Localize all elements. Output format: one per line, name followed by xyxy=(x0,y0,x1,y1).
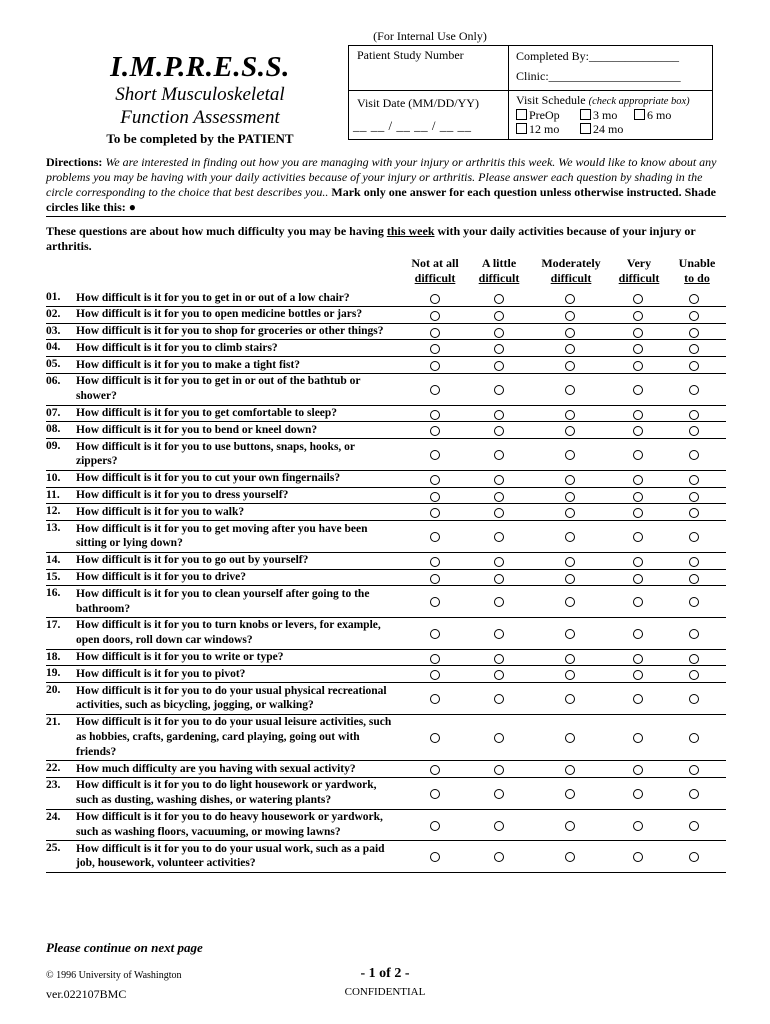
answer-radio[interactable] xyxy=(633,328,643,338)
answer-radio[interactable] xyxy=(689,852,699,862)
answer-radio[interactable] xyxy=(494,361,504,371)
visit-option-12mo[interactable]: 12 mo xyxy=(516,122,559,137)
checkbox[interactable] xyxy=(580,109,591,120)
divider xyxy=(349,90,712,91)
answer-radio[interactable] xyxy=(565,311,575,321)
question-number: 01. xyxy=(46,291,61,303)
question-text: How difficult is it for you to walk? xyxy=(76,505,245,518)
table-row xyxy=(46,666,726,683)
form-acronym: I.M.P.R.E.S.S. xyxy=(110,51,290,83)
admin-box xyxy=(348,45,713,140)
answer-radio[interactable] xyxy=(633,654,643,664)
answer-radio[interactable] xyxy=(689,361,699,371)
question-text: How difficult is it for you to get in or out of a low chair? xyxy=(76,291,350,304)
answer-radio[interactable] xyxy=(565,450,575,460)
answer-radio[interactable] xyxy=(494,532,504,542)
answer-radio[interactable] xyxy=(565,508,575,518)
answer-radio[interactable] xyxy=(430,410,440,420)
answer-radio[interactable] xyxy=(565,344,575,354)
question-text: How difficult is it for you to make a tight fist? xyxy=(76,358,301,371)
question-text: How difficult is it for you to drive? xyxy=(76,571,247,584)
table-row xyxy=(46,290,726,307)
column-header-a-little: A little difficult xyxy=(478,256,520,285)
answer-radio[interactable] xyxy=(633,597,643,607)
question-text: How difficult is it for you to do your usual leisure activities, such as hobbies, crafts, gardening, card playing, going out with friends? xyxy=(76,716,392,758)
answer-radio[interactable] xyxy=(430,597,440,607)
answer-radio[interactable] xyxy=(633,557,643,567)
table-row xyxy=(46,374,726,406)
answer-radio[interactable] xyxy=(565,733,575,743)
column-header-moderately: Moderately difficult xyxy=(541,256,601,285)
answer-radio[interactable] xyxy=(689,450,699,460)
table-row xyxy=(46,586,726,618)
visit-option-6mo[interactable]: 6 mo xyxy=(634,108,671,123)
answer-radio[interactable] xyxy=(633,508,643,518)
answer-radio[interactable] xyxy=(565,629,575,639)
answer-radio[interactable] xyxy=(494,385,504,395)
checkbox[interactable] xyxy=(516,123,527,134)
visit-schedule-label: Visit Schedule (check appropriate box) xyxy=(516,93,690,107)
question-text: How much difficulty are you having with sexual activity? xyxy=(76,762,356,775)
answer-radio[interactable] xyxy=(633,492,643,502)
table-row xyxy=(46,357,726,374)
answer-radio[interactable] xyxy=(633,426,643,436)
answer-radio[interactable] xyxy=(633,670,643,680)
questions-intro: These questions are about how much difficulty you may be having this week with your daily activities because of your injury or arthritis. xyxy=(46,224,696,253)
question-text: How difficult is it for you to write or type? xyxy=(76,651,284,664)
answer-radio[interactable] xyxy=(689,532,699,542)
question-text: How difficult is it for you to dress yourself? xyxy=(76,489,289,502)
answer-radio[interactable] xyxy=(689,410,699,420)
question-number: 06. xyxy=(46,374,61,387)
question-text: How difficult is it for you to shop for groceries or other things? xyxy=(76,325,384,338)
answer-radio[interactable] xyxy=(494,328,504,338)
answer-radio[interactable] xyxy=(494,475,504,485)
answer-radio[interactable] xyxy=(565,670,575,680)
answer-radio[interactable] xyxy=(494,629,504,639)
table-row xyxy=(46,570,726,587)
question-number: 09. xyxy=(46,440,61,453)
answer-radio[interactable] xyxy=(633,765,643,775)
answer-radio[interactable] xyxy=(565,574,575,584)
visit-option-3mo[interactable]: 3 mo xyxy=(580,108,617,123)
answer-radio[interactable] xyxy=(494,654,504,664)
answer-radio[interactable] xyxy=(565,557,575,567)
answer-radio[interactable] xyxy=(689,574,699,584)
answer-radio[interactable] xyxy=(430,475,440,485)
answer-radio[interactable] xyxy=(430,328,440,338)
directions: Directions: We are interested in finding out how you are managing with your injury or arthritis this week. We would like to know about any problems you may be having with your daily activities because of your injury or arthritis. Please answer each question by shading in the circle corresponding to the choice that best describes you.. Mark only one answer for each question unless otherwise instructed. Shade circles like this: ● xyxy=(46,155,717,214)
answer-radio[interactable] xyxy=(689,475,699,485)
answer-radio[interactable] xyxy=(565,492,575,502)
question-text: How difficult is it for you to go out by yourself? xyxy=(76,554,309,567)
question-number: 04. xyxy=(46,341,61,354)
question-number: 17. xyxy=(46,618,61,631)
answer-radio[interactable] xyxy=(633,344,643,354)
answer-radio[interactable] xyxy=(494,344,504,354)
answer-radio[interactable] xyxy=(430,852,440,862)
table-row xyxy=(46,521,726,553)
answer-radio[interactable] xyxy=(494,765,504,775)
answer-radio[interactable] xyxy=(494,852,504,862)
question-number: 02. xyxy=(46,307,61,320)
visit-option-preop[interactable]: PreOp xyxy=(516,108,560,123)
answer-radio[interactable] xyxy=(494,694,504,704)
answer-radio[interactable] xyxy=(494,508,504,518)
divider xyxy=(46,216,726,217)
question-text: How difficult is it for you to open medicine bottles or jars? xyxy=(76,308,363,321)
answer-radio[interactable] xyxy=(633,450,643,460)
question-text: How difficult is it for you to pivot? xyxy=(76,667,246,680)
answer-radio[interactable] xyxy=(565,410,575,420)
answer-radio[interactable] xyxy=(430,532,440,542)
answer-radio[interactable] xyxy=(565,475,575,485)
visit-option-24mo[interactable]: 24 mo xyxy=(580,122,623,137)
table-row xyxy=(46,488,726,505)
answer-radio[interactable] xyxy=(494,557,504,567)
table-row xyxy=(46,340,726,357)
table-row xyxy=(46,761,726,778)
question-number: 22. xyxy=(46,762,61,775)
answer-radio[interactable] xyxy=(430,508,440,518)
answer-radio[interactable] xyxy=(689,344,699,354)
answer-radio[interactable] xyxy=(633,294,643,304)
answer-radio[interactable] xyxy=(565,852,575,862)
visit-date-label: Visit Date (MM/DD/YY) xyxy=(357,96,479,110)
checkbox[interactable] xyxy=(634,109,645,120)
answer-radio[interactable] xyxy=(430,311,440,321)
form-subtitle-line1: Short Musculoskeletal xyxy=(115,84,285,105)
answer-radio[interactable] xyxy=(430,361,440,371)
answer-radio[interactable] xyxy=(565,294,575,304)
page-number: - 1 of 2 - xyxy=(360,966,410,981)
form-subtitle-line2: Function Assessment xyxy=(120,107,280,128)
table-row xyxy=(46,406,726,423)
column-header-very: Very difficult xyxy=(618,256,660,285)
question-text: How difficult is it for you to get in or out of the bathtub or shower? xyxy=(76,375,361,403)
column-header-not-at-all: Not at all difficult xyxy=(411,256,459,285)
question-number: 10. xyxy=(46,471,61,484)
table-row xyxy=(46,618,726,650)
question-number: 08. xyxy=(46,423,61,436)
answer-radio[interactable] xyxy=(494,311,504,321)
table-row xyxy=(46,439,726,471)
confidential-label: CONFIDENTIAL xyxy=(344,986,426,998)
table-row xyxy=(46,778,726,810)
answer-radio[interactable] xyxy=(633,733,643,743)
question-text: How difficult is it for you to climb stairs? xyxy=(76,341,278,354)
table-row xyxy=(46,422,726,439)
answer-radio[interactable] xyxy=(689,294,699,304)
answer-radio[interactable] xyxy=(689,328,699,338)
table-row xyxy=(46,683,726,715)
question-text: How difficult is it for you to get moving after you have been sitting or lying down? xyxy=(76,522,368,550)
question-list xyxy=(46,290,726,873)
answer-radio[interactable] xyxy=(689,765,699,775)
answer-radio[interactable] xyxy=(633,385,643,395)
answer-radio[interactable] xyxy=(689,508,699,518)
patient-instruction: To be completed by the PATIENT xyxy=(106,131,294,146)
answer-radio[interactable] xyxy=(430,344,440,354)
answer-radio[interactable] xyxy=(494,789,504,799)
answer-radio[interactable] xyxy=(494,733,504,743)
question-text: How difficult is it for you to clean yourself after going to the bathroom? xyxy=(76,587,370,615)
answer-radio[interactable] xyxy=(494,450,504,460)
question-text: How difficult is it for you to cut your own fingernails? xyxy=(76,472,341,485)
answer-radio[interactable] xyxy=(565,426,575,436)
table-row xyxy=(46,504,726,521)
table-row xyxy=(46,841,726,873)
answer-radio[interactable] xyxy=(633,629,643,639)
visit-date-field[interactable]: __ __ / __ __ / __ __ xyxy=(353,118,472,133)
answer-radio[interactable] xyxy=(494,597,504,607)
answer-radio[interactable] xyxy=(494,492,504,502)
answer-radio[interactable] xyxy=(565,385,575,395)
answer-radio[interactable] xyxy=(430,670,440,680)
table-row xyxy=(46,810,726,842)
answer-radio[interactable] xyxy=(494,574,504,584)
answer-radio[interactable] xyxy=(633,694,643,704)
clinic-field[interactable]: Clinic:______________________ xyxy=(516,69,681,83)
question-number: 20. xyxy=(46,684,61,697)
table-row xyxy=(46,307,726,324)
table-row xyxy=(46,650,726,667)
table-row xyxy=(46,715,726,761)
answer-radio[interactable] xyxy=(430,629,440,639)
answer-radio[interactable] xyxy=(430,733,440,743)
question-text: How difficult is it for you to do your usual physical recreational activities, such as bicycling, jogging, or walking? xyxy=(76,684,387,712)
answer-radio[interactable] xyxy=(633,789,643,799)
answer-radio[interactable] xyxy=(565,694,575,704)
question-number: 05. xyxy=(46,358,61,371)
copyright: © 1996 University of Washington xyxy=(46,970,182,981)
question-number: 23. xyxy=(46,778,61,791)
answer-radio[interactable] xyxy=(565,597,575,607)
checkbox[interactable] xyxy=(516,109,527,120)
completed-by-field[interactable]: Completed By:_______________ xyxy=(516,49,679,63)
question-text: How difficult is it for you to do light housework or yardwork, such as dusting, washing dishes, or watering plants? xyxy=(76,779,377,807)
answer-radio[interactable] xyxy=(633,574,643,584)
answer-radio[interactable] xyxy=(689,492,699,502)
internal-use-note: (For Internal Use Only) xyxy=(373,29,487,43)
answer-radio[interactable] xyxy=(633,361,643,371)
question-text: How difficult is it for you to do your usual work, such as a paid job, housework, volunteer activities? xyxy=(76,842,385,870)
answer-radio[interactable] xyxy=(689,670,699,680)
answer-radio[interactable] xyxy=(565,654,575,664)
answer-radio[interactable] xyxy=(494,821,504,831)
answer-radio[interactable] xyxy=(430,426,440,436)
question-text: How difficult is it for you to do heavy housework or yardwork, such as washing floors, vacuuming, or mowing lawns? xyxy=(76,811,383,838)
answer-radio[interactable] xyxy=(565,821,575,831)
question-text: How difficult is it for you to use buttons, snaps, hooks, or zippers? xyxy=(76,440,355,468)
answer-radio[interactable] xyxy=(565,789,575,799)
answer-radio[interactable] xyxy=(565,765,575,775)
question-number: 07. xyxy=(46,406,61,419)
checkbox[interactable] xyxy=(580,123,591,134)
answer-radio[interactable] xyxy=(689,385,699,395)
answer-radio[interactable] xyxy=(689,311,699,321)
question-text: How difficult is it for you to bend or kneel down? xyxy=(76,423,318,436)
answer-radio[interactable] xyxy=(689,694,699,704)
filled-circle-icon: ● xyxy=(128,200,137,214)
question-number: 25. xyxy=(46,842,61,855)
answer-radio[interactable] xyxy=(430,821,440,831)
answer-radio[interactable] xyxy=(633,532,643,542)
answer-radio[interactable] xyxy=(494,410,504,420)
continue-note: Please continue on next page xyxy=(46,940,203,955)
question-number: 14. xyxy=(46,553,61,566)
answer-radio[interactable] xyxy=(633,821,643,831)
column-header-unable: Unable to do xyxy=(678,256,716,285)
answer-radio[interactable] xyxy=(430,694,440,704)
patient-study-number-field[interactable]: Patient Study Number xyxy=(357,48,464,62)
answer-radio[interactable] xyxy=(430,385,440,395)
question-number: 24. xyxy=(46,810,61,823)
question-number: 21. xyxy=(46,715,61,728)
question-number: 16. xyxy=(46,587,61,600)
table-row xyxy=(46,324,726,341)
answer-radio[interactable] xyxy=(633,852,643,862)
answer-radio[interactable] xyxy=(565,532,575,542)
answer-radio[interactable] xyxy=(494,426,504,436)
answer-radio[interactable] xyxy=(689,733,699,743)
answer-radio[interactable] xyxy=(494,294,504,304)
answer-radio[interactable] xyxy=(689,821,699,831)
answer-radio[interactable] xyxy=(633,311,643,321)
question-number: 11. xyxy=(46,488,60,501)
answer-radio[interactable] xyxy=(689,597,699,607)
answer-radio[interactable] xyxy=(633,475,643,485)
question-number: 19. xyxy=(46,667,61,680)
answer-radio[interactable] xyxy=(689,629,699,639)
version: ver.022107BMC xyxy=(46,987,127,1001)
answer-radio[interactable] xyxy=(689,426,699,436)
table-row xyxy=(46,553,726,570)
divider xyxy=(508,46,509,139)
answer-radio[interactable] xyxy=(430,574,440,584)
question-text: How difficult is it for you to turn knobs or levers, for example, open doors, roll down car windows? xyxy=(76,619,381,647)
table-row xyxy=(46,471,726,488)
answer-radio[interactable] xyxy=(565,361,575,371)
question-number: 13. xyxy=(46,522,61,535)
answer-radio[interactable] xyxy=(494,670,504,680)
answer-radio[interactable] xyxy=(689,789,699,799)
answer-radio[interactable] xyxy=(430,654,440,664)
answer-radio[interactable] xyxy=(430,450,440,460)
answer-radio[interactable] xyxy=(689,654,699,664)
answer-radio[interactable] xyxy=(430,765,440,775)
question-number: 18. xyxy=(46,650,61,663)
question-number: 12. xyxy=(46,505,61,518)
answer-radio[interactable] xyxy=(430,492,440,502)
question-text: How difficult is it for you to get comfortable to sleep? xyxy=(76,407,338,420)
answer-radio[interactable] xyxy=(689,557,699,567)
answer-radio[interactable] xyxy=(565,328,575,338)
question-number: 03. xyxy=(46,324,61,337)
answer-radio[interactable] xyxy=(633,410,643,420)
answer-radio[interactable] xyxy=(430,789,440,799)
form-title-block xyxy=(60,50,340,147)
answer-radio[interactable] xyxy=(430,294,440,304)
question-number: 15. xyxy=(46,570,61,583)
answer-radio[interactable] xyxy=(430,557,440,567)
